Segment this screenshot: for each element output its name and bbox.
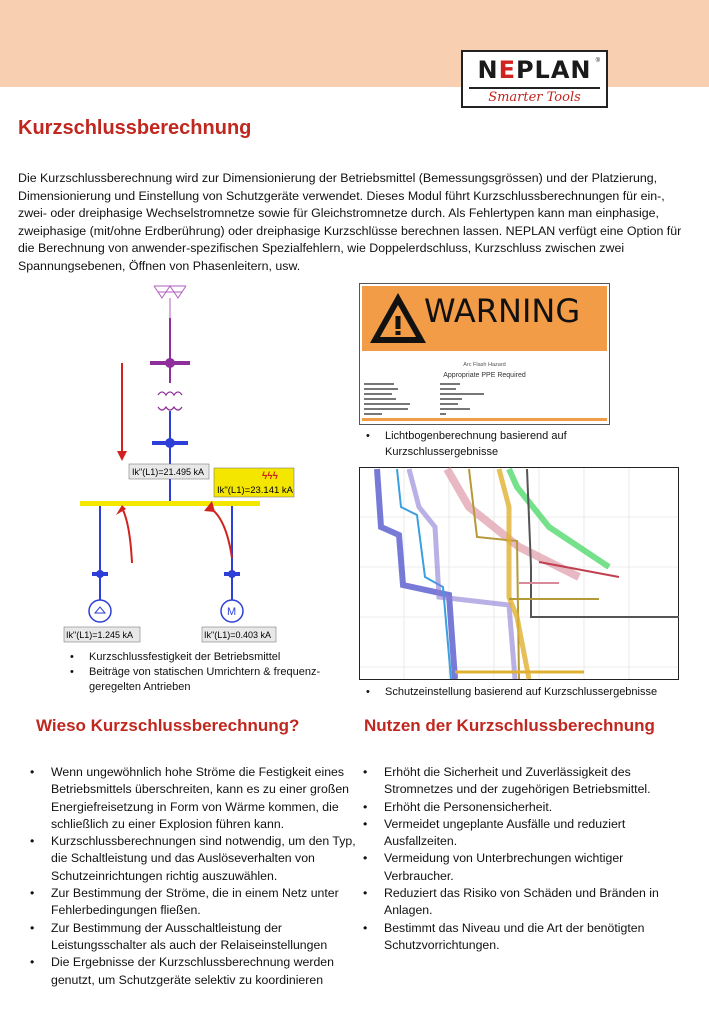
warning-banner (362, 286, 607, 351)
svg-text:M: M (227, 606, 237, 618)
svg-text:ϟϟϟ: ϟϟϟ (262, 471, 278, 482)
transformer-icon (158, 392, 182, 410)
caption-item: • Lichtbogenberechnung basierend auf Kurzschlussergebnisse (366, 428, 626, 460)
warning-word: WARNING (424, 292, 581, 330)
label-converter-current: Ik"(L1)=1.245 kA (66, 630, 133, 640)
converter-icon (89, 600, 111, 622)
chart-caption (366, 685, 696, 700)
list-item: • Zur Bestimmung der Ausschaltleistung der Leistungsschalter als auch der Relaiseinstellungen (30, 920, 358, 955)
fault-arrow-right (210, 508, 232, 558)
list-item: • Vermeidung von Unterbrechungen wichtiger Verbraucher. (363, 850, 683, 885)
logo-divider (469, 87, 600, 89)
logo-tagline: Smarter Tools (488, 90, 581, 105)
label-fault-current: Ik"(L1)=23.141 kA (217, 485, 293, 496)
list-item: • Bestimmt das Niveau und die Art der benötigten Schutzvorrichtungen. (363, 920, 683, 955)
caption-item: • Kurzschlussfestigkeit der Betriebsmittel (70, 650, 340, 665)
list-item: • Vermeidet ungeplante Ausfälle und reduziert Ausfallzeiten. (363, 816, 683, 851)
warning-line-1: Arc Flash Hazard (463, 362, 506, 368)
warning-caption (366, 428, 626, 460)
diagram-captions (70, 650, 340, 695)
arc-flash-warning-label (359, 283, 610, 425)
list-item: • Erhöht die Personensicherheit. (363, 799, 683, 816)
why-list (30, 764, 358, 989)
registered-icon: ® (595, 58, 600, 64)
list-item: • Wenn ungewöhnlich hohe Ströme die Festigkeit eines Betriebsmittels überschreiten, kann es zu einer großen Energiefreisetzung in Form von Wärme kommen, die schließlich zu einer Explosion führen kann. (30, 764, 358, 833)
single-line-diagram (62, 283, 322, 645)
warning-table (360, 381, 609, 421)
protection-curves-image (359, 467, 679, 680)
left-column (30, 764, 358, 989)
left-heading: Wieso Kurzschlussberechnung? (36, 716, 300, 735)
benefits-list (363, 764, 683, 954)
page-title: Kurzschlussberechnung (18, 117, 252, 139)
label-main-current: Ik"(L1)=21.495 kA (132, 467, 204, 477)
warning-line-2: Appropriate PPE Required (443, 372, 526, 379)
list-item: • Kurzschlussberechnungen sind notwendig, um den Typ, die Schaltleistung und das Auslöseverhalten von Schutzeinrichtungen richtig auszuwählen. (30, 833, 358, 885)
warning-triangle-icon (368, 291, 428, 347)
list-item: • Zur Bestimmung der Ströme, die in einem Netz unter Fehlerbedingungen fließen. (30, 885, 358, 920)
list-item: • Erhöht die Sicherheit und Zuverlässigkeit des Stromnetzes und der zugehörigen Betriebsmittel. (363, 764, 683, 799)
grid-infeed-icon (154, 286, 186, 318)
motor-icon (221, 600, 243, 622)
caption-item: • Schutzeinstellung basierend auf Kurzschlussergebnisse (366, 685, 696, 700)
right-heading: Nutzen der Kurzschlussberechnung (364, 716, 655, 735)
logo-wordmark: NEPLAN (477, 56, 592, 84)
fault-arrow-left (122, 508, 132, 563)
list-item: • Die Ergebnisse der Kurzschlussberechnung werden genutzt, um Schutzgeräte selektiv zu koordinieren (30, 954, 358, 989)
intro-paragraph: Die Kurzschlussberechnung wird zur Dimensionierung der Betriebsmittel (Bemessungsgrössen) und der Platzierung, Dimensionierung und Einstellung von Schutzgeräte verwendet. Dieses Modul führt Kurzschlussberechnungen für ein-, zwei- oder dreiphasige Wechselstromnetze sowie für Gleichstromnetze durch. Als Fehlertypen kann man einphasige, zweiphasige (mit/ohne Erdberührung) oder dreiphasige Kurzschlüsse berechnen lassen. NEPLAN verfügt eine Option für die Berechnung von anwender-spezifischen Spezialfehlern, wie Doppelerdschluss, Kurzschluss zwischen zwei Spannungsebenen, Öffnen von Phasenleitern, usw. (18, 171, 682, 273)
neplan-logo (461, 50, 608, 108)
caption-item: • Beiträge von statischen Umrichtern & frequenz-geregelten Antrieben (70, 665, 340, 695)
main-busbar (80, 501, 260, 506)
label-motor-current: Ik"(L1)=0.403 kA (204, 630, 271, 640)
list-item: • Reduziert das Risiko von Schäden und Bränden in Anlagen. (363, 885, 683, 920)
right-column (363, 764, 683, 954)
